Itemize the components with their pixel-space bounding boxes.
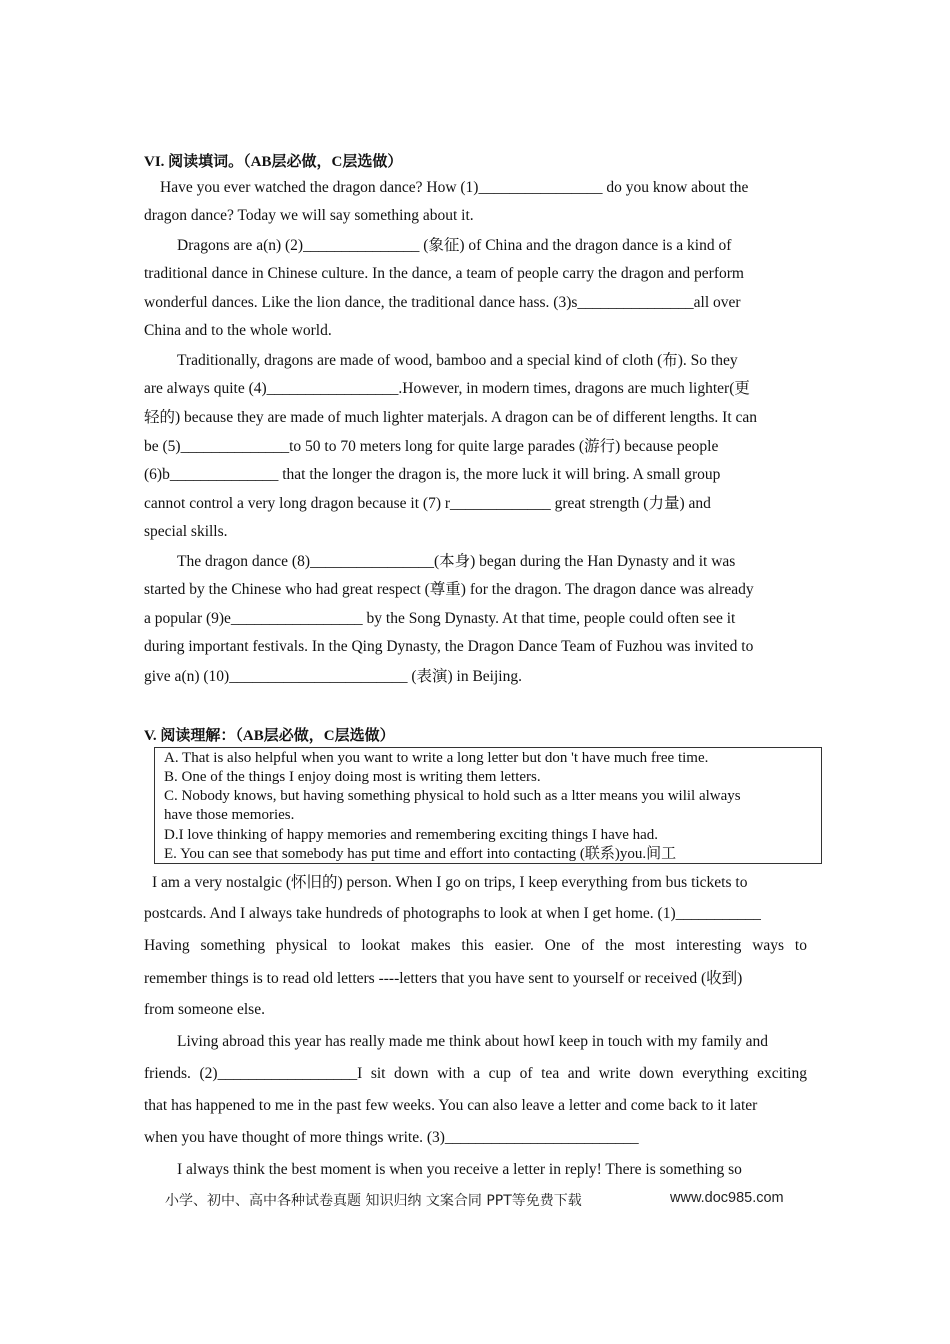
option-c-continued: have those memories. xyxy=(164,807,295,823)
passage-line: traditional dance in Chinese culture. In the dance, a team of people carry the dragon and perform xyxy=(144,265,744,282)
passage-line: I always think the best moment is when you receive a letter in reply! There is something so xyxy=(177,1161,742,1178)
passage-line: special skills. xyxy=(144,523,228,540)
passage-line: The dragon dance (8)________________(本身) began during the Han Dynasty and it was xyxy=(177,553,736,570)
passage-line: friends. (2)__________________I sit down with a cup of tea and write down everything exciting xyxy=(144,1065,807,1082)
passage-line: from someone else. xyxy=(144,1001,265,1018)
passage-line: Traditionally, dragons are made of wood, bamboo and a special kind of cloth (布). So they xyxy=(177,352,738,369)
option-c: C. Nobody knows, but having something physical to hold such as a ltter means you wilil always xyxy=(164,788,741,804)
passage-line: during important festivals. In the Qing Dynasty, the Dragon Dance Team of Fuzhou was invited to xyxy=(144,638,754,655)
passage-line: I am a very nostalgic (怀旧的) person. When I go on trips, I keep everything from bus tickets to xyxy=(152,874,748,891)
footer-url[interactable]: www.doc985.com xyxy=(670,1190,784,1206)
option-d: D.I love thinking of happy memories and remembering exciting things I have had. xyxy=(164,827,659,843)
section-v-heading: V. 阅读理解：（AB层必做，C层选做） xyxy=(144,728,395,744)
passage-line: a popular (9)e_________________ by the Song Dynasty. At that time, people could often see it xyxy=(144,610,736,627)
section-vi-heading: VI. 阅读填词。（AB层必做，C层选做） xyxy=(144,154,403,170)
option-b: B. One of the things I enjoy doing most is writing them letters. xyxy=(164,769,541,785)
passage-line: China and to the whole world. xyxy=(144,322,332,339)
passage-line: are always quite (4)_________________.However, in modern times, dragons are much lighter(更 xyxy=(144,380,750,397)
passage-line: remember things is to read old letters ----letters that you have sent to yourself or received (收到) xyxy=(144,970,743,987)
passage-line: postcards. And I always take hundreds of photographs to look at when I get home. (1)___________ xyxy=(144,905,761,922)
passage-line: be (5)______________to 50 to 70 meters long for quite large parades (游行) because people xyxy=(144,438,719,455)
passage-line: that has happened to me in the past few weeks. You can also leave a letter and come back to it later xyxy=(144,1097,758,1114)
passage-line: 轻的) because they are made of much lighter materjals. A dragon can be of different lengths. It can xyxy=(144,409,758,426)
option-a: A. That is also helpful when you want to write a long letter but don 't have much free time. xyxy=(164,750,709,766)
passage-line: Have you ever watched the dragon dance? How (1)________________ do you know about the xyxy=(160,179,749,196)
options-box xyxy=(154,747,822,864)
option-e: E. You can see that somebody has put time and effort into contacting (联系)you.间工 xyxy=(164,846,677,862)
passage-line: give a(n) (10)_______________________ (表演) in Beijing. xyxy=(144,668,522,685)
passage-line: (6)b______________ that the longer the dragon is, the more luck it will bring. A small group xyxy=(144,466,721,483)
passage-line: Dragons are a(n) (2)_______________ (象征) of China and the dragon dance is a kind of xyxy=(177,237,732,254)
passage-line: started by the Chinese who had great respect (尊重) for the dragon. The dragon dance was already xyxy=(144,581,754,598)
footer-text: 小学、初中、高中各种试卷真题 知识归纳 文案合同 PPT等免费下载 xyxy=(165,1193,582,1209)
passage-line: Living abroad this year has really made me think about howI keep in touch with my family and xyxy=(177,1033,768,1050)
passage-line: when you have thought of more things write. (3)_________________________ xyxy=(144,1129,639,1146)
passage-line: cannot control a very long dragon because it (7) r_____________ great strength (力量) and xyxy=(144,495,711,512)
passage-line: Having something physical to lookat makes this easier. One of the most interesting ways to xyxy=(144,937,807,954)
passage-line: dragon dance? Today we will say something about it. xyxy=(144,207,474,224)
passage-line: wonderful dances. Like the lion dance, the traditional dance hass. (3)s_______________all over xyxy=(144,294,741,311)
